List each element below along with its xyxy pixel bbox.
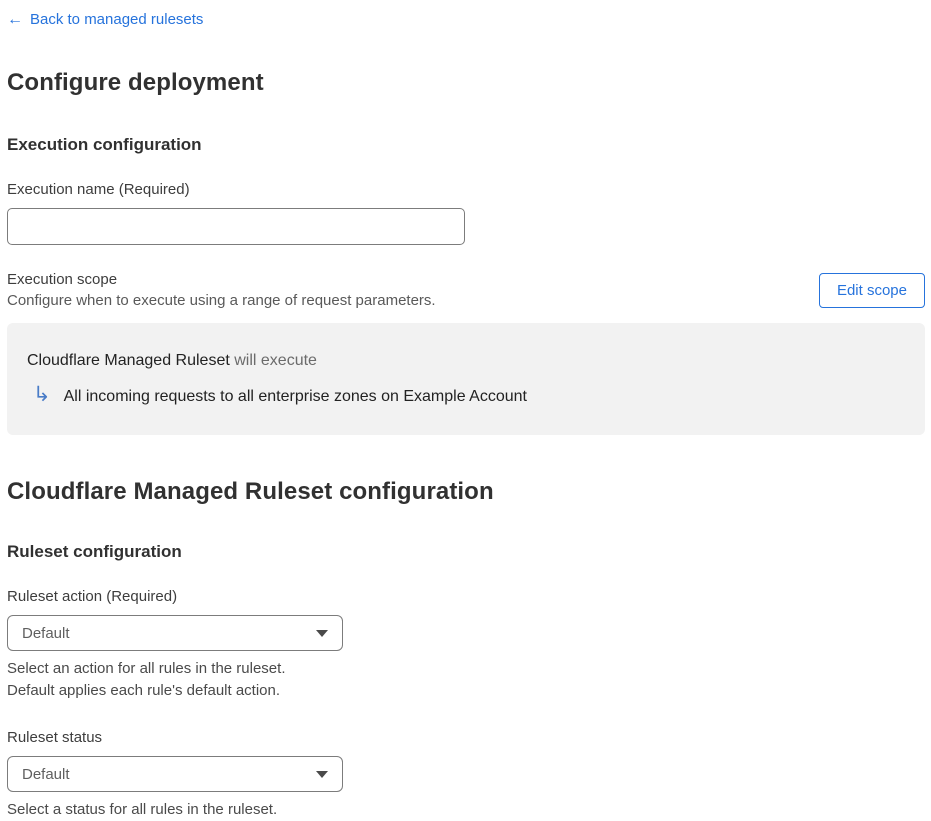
- summary-scope-text: All incoming requests to all enterprise zones on Example Account: [63, 388, 527, 405]
- ruleset-action-selected-value: Default: [22, 624, 70, 642]
- execution-scope-summary-box: [7, 323, 925, 435]
- ruleset-action-help: [7, 658, 925, 702]
- ruleset-status-select[interactable]: [7, 756, 343, 792]
- edit-scope-button[interactable]: Edit scope: [819, 273, 925, 308]
- execution-scope-text: [7, 269, 436, 311]
- summary-ruleset-line: [27, 350, 905, 372]
- ruleset-action-help-line2: Default applies each rule's default action.: [7, 682, 281, 699]
- ruleset-action-help-line1: Select an action for all rules in the ruleset.: [7, 660, 286, 677]
- page-title: Configure deployment: [7, 69, 264, 96]
- chevron-down-icon: [316, 630, 328, 637]
- execution-name-label: Execution name (Required): [7, 181, 190, 198]
- ruleset-configuration-title: Cloudflare Managed Ruleset configuration: [7, 478, 494, 505]
- execution-scope-label: Execution scope: [7, 271, 118, 288]
- back-to-managed-rulesets-link[interactable]: [7, 10, 203, 30]
- summary-scope-line: [27, 385, 905, 409]
- execution-name-input[interactable]: [7, 208, 465, 245]
- back-link-label: Back to managed rulesets: [30, 11, 204, 28]
- execution-scope-description: Configure when to execute using a range of request parameters.: [7, 292, 436, 309]
- ruleset-status-help-line1: Select a status for all rules in the ruleset.: [7, 801, 278, 818]
- ruleset-status-selected-value: Default: [22, 765, 70, 783]
- branch-arrow-icon: ↳: [33, 383, 51, 406]
- execution-scope-row: [7, 269, 925, 311]
- summary-ruleset-name: Cloudflare Managed Ruleset: [27, 352, 230, 369]
- ruleset-configuration-subheading: Ruleset configuration: [7, 542, 182, 561]
- chevron-down-icon: [316, 771, 328, 778]
- ruleset-action-label: Ruleset action (Required): [7, 588, 178, 605]
- ruleset-status-label: Ruleset status: [7, 729, 103, 746]
- ruleset-action-select[interactable]: [7, 615, 343, 651]
- summary-will-execute: will execute: [229, 352, 317, 369]
- back-arrow-icon: ←: [7, 11, 23, 28]
- execution-configuration-heading: Execution configuration: [7, 135, 202, 154]
- ruleset-status-help: [7, 799, 925, 821]
